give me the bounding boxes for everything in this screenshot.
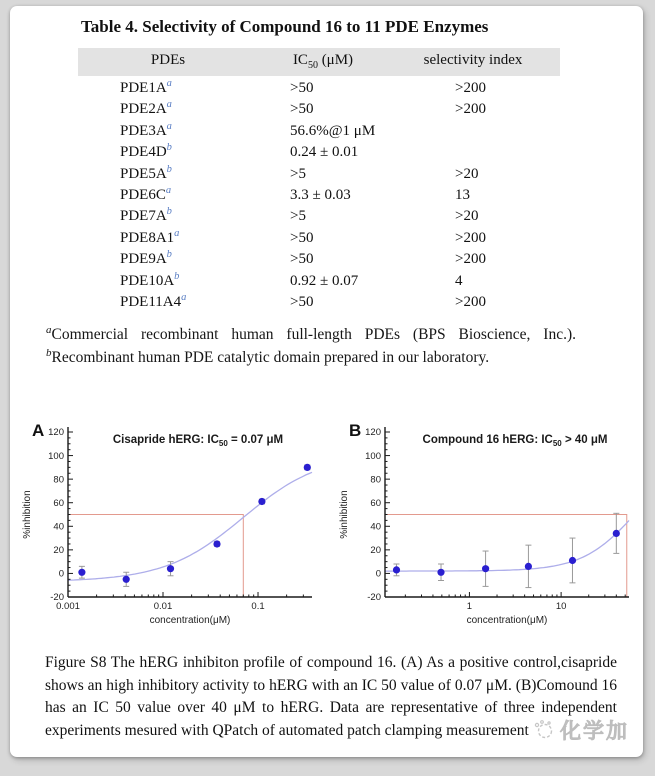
footnote-ref: a [166,120,172,132]
cell-ic50: 56.6%@1 μM [290,122,376,139]
svg-text:60: 60 [53,497,64,509]
svg-text:100: 100 [48,450,64,462]
cell-selectivity: >20 [455,208,479,225]
cell-pde: PDE8A1$^a$ [120,227,180,246]
footnote-ref: b [166,142,172,154]
cell-ic50: >5 [290,165,306,182]
cell-selectivity: 13 [455,186,470,203]
table-row [78,184,560,208]
svg-text:0.1: 0.1 [251,601,265,612]
svg-text:20: 20 [53,545,64,557]
svg-text:80: 80 [370,474,381,486]
table-row [78,101,560,122]
svg-text:%inhibition: %inhibition [339,490,350,539]
col-header-selectivity-index: selectivity index [423,52,523,68]
cell-ic50: >50 [290,229,314,246]
svg-text:80: 80 [53,474,64,486]
table-header [78,48,560,76]
svg-text:20: 20 [370,545,381,557]
cell-selectivity: >200 [455,293,486,310]
footnote-text-a: Commercial recombinant human full-length PDEs (BPS Bioscience, Inc.). [51,326,576,343]
table-row [78,120,560,144]
cell-pde: $PDE4D^b$ [120,142,172,161]
watermark-text: 化学加 [560,719,629,743]
footnote-ref: b [174,270,180,282]
footnote-ref: b [166,206,172,218]
svg-text:0: 0 [375,568,381,580]
svg-text:-20: -20 [50,592,64,604]
svg-text:100: 100 [365,450,381,462]
table-row [78,251,560,272]
svg-text:1: 1 [466,601,473,612]
cell-ic50: >50 [290,293,314,310]
svg-text:%inhibition: %inhibition [22,490,33,539]
cell-selectivity: >20 [455,165,479,182]
figure-caption: Figure S8 The hERG inhibiton profile of compound 16. (A) As a positive control,cisapride shows an high inhibitory activity to hERG with an IC 50 value of 0.07 μM. (B)Comound 16 has an IC 50 value over 40 μM to hERG. Data are representative of three independent experiments mesured with QPatch of automated patch clamping measurement [45,654,617,739]
chart-a-cisapride-herg [18,410,330,642]
cell-ic50: >50 [290,251,314,268]
footnote-ref: b [166,249,172,261]
cell-pde: $PDE3A^a$ [120,120,172,139]
col-header-pdes: PDEs [150,52,186,68]
svg-text:A: A [32,421,45,440]
footnote-marker-a: a [46,323,52,336]
pde-table-rows [78,80,560,315]
table-footnote [46,324,576,369]
watermark [532,715,629,745]
cell-pde: $PDE7A^b$ [120,206,172,225]
svg-text:Compound 16 hERG: IC50 > 40 μM: Compound 16 hERG: $IC_{50} > 40$ μM [422,434,608,448]
table-row [78,227,560,251]
table-row [78,270,560,294]
cell-ic50: >50 [290,101,314,118]
svg-text:0: 0 [58,568,64,580]
svg-text:-20: -20 [367,592,381,604]
col-header-ic50: $IC_{50}$ (μM) [292,52,354,71]
svg-text:B: B [349,421,362,440]
svg-text:concentration(μM): concentration(μM) [149,615,231,626]
footnote-marker-b: b [46,346,52,359]
svg-text:0.01: 0.01 [153,601,173,612]
table-title: Table 4. Selectivity of Compound 16 to 11 PDE Enzymes [81,17,489,36]
svg-text:concentration(μM): concentration(μM) [466,615,548,626]
svg-text:Cisapride hERG: IC50 = 0.07 μM: Cisapride hERG: $IC_{50} = 0.07$ μM [112,434,284,448]
cell-pde: PDE11A4$^a$ [120,291,187,310]
cell-pde: $PDE2A^a$ [120,99,172,118]
svg-text:120: 120 [48,427,64,439]
table-row [78,80,560,101]
cell-ic50: >5 [290,208,306,225]
footnote-ref: a [181,291,187,303]
document-page [10,6,643,757]
cell-pde: $PDE9A^b$ [120,249,172,268]
footnote-ref: a [166,99,172,111]
cell-ic50: >50 [290,80,314,96]
cell-pde: $PDE6C^a$ [120,184,172,203]
cell-selectivity: >200 [455,251,486,268]
cell-ic50: 3.3 ± 0.03 [290,186,351,203]
cell-selectivity: >200 [455,229,486,246]
cell-pde: $PDE10A^b$ [120,270,180,289]
cell-ic50: 0.24 ± 0.01 [290,144,359,161]
svg-text:40: 40 [370,521,381,533]
chemplus-logo-icon [532,718,556,742]
cell-selectivity: >200 [455,80,486,96]
cell-selectivity: 4 [455,272,463,289]
svg-text:40: 40 [53,521,64,533]
table-row [78,163,560,187]
footnote-ref: a [174,227,180,239]
svg-text:0.001: 0.001 [56,601,80,612]
svg-text:10: 10 [555,601,567,612]
table-row [78,291,560,315]
cell-pde: $PDE5A^b$ [120,163,172,182]
cell-ic50: 0.92 ± 0.07 [290,272,359,289]
footnote-text-b: Recombinant human PDE catalytic domain prepared in our laboratory. [51,348,490,366]
cell-pde: $PDE1A^a$ [120,78,172,96]
cell-selectivity: >200 [455,101,486,118]
table-row [78,144,560,165]
svg-text:60: 60 [370,497,381,509]
svg-text:120: 120 [365,427,381,439]
chart-b-compound16-herg [335,410,647,642]
footnote-ref: b [166,163,172,175]
footnote-ref: a [166,78,172,89]
footnote-ref: a [165,184,172,196]
table-row [78,208,560,229]
